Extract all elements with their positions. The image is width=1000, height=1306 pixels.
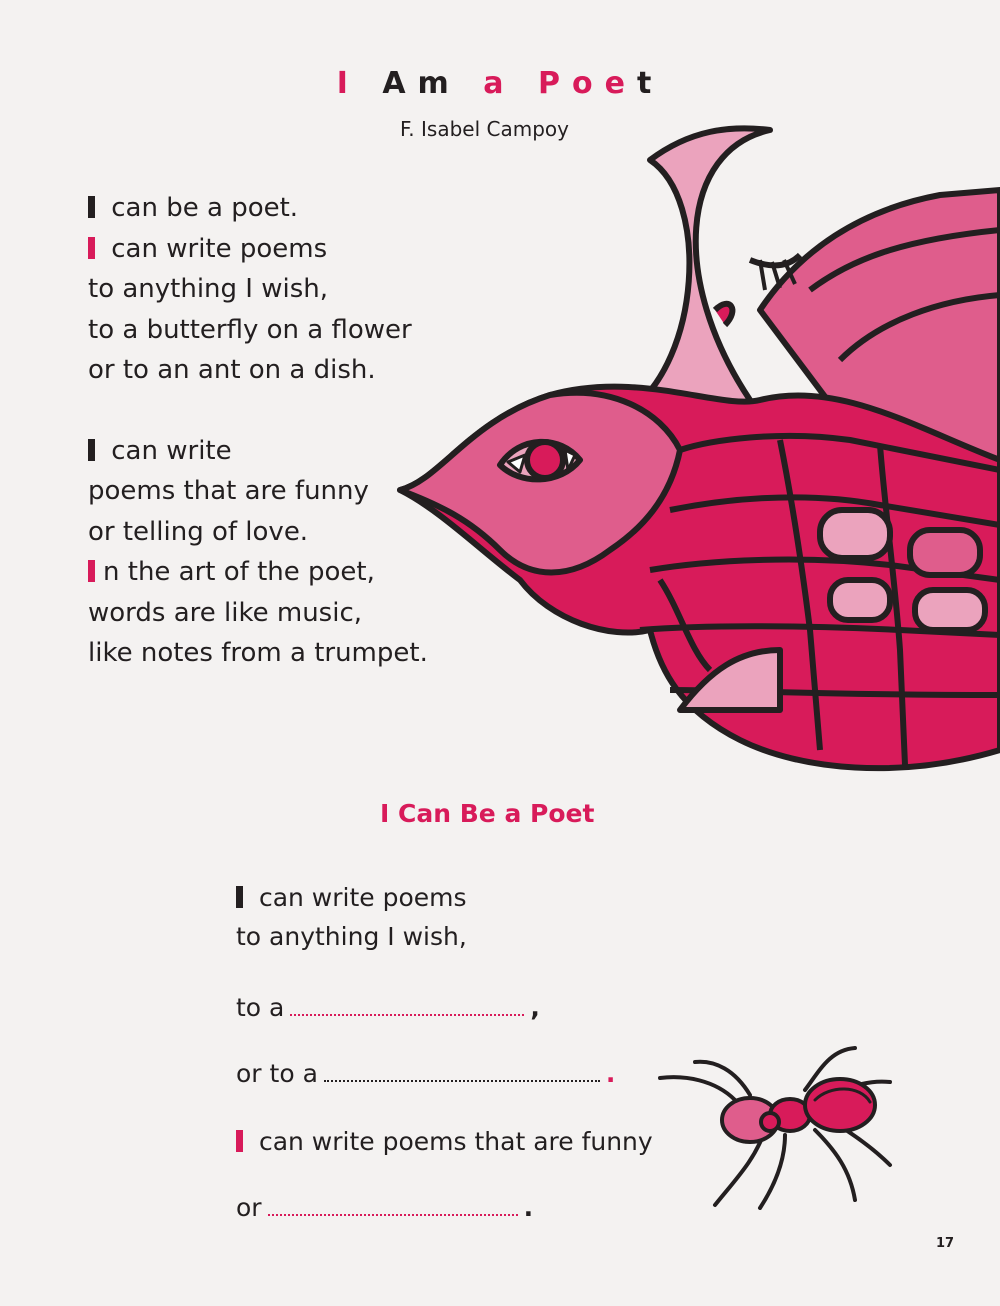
poem-line: or telling of love. — [88, 516, 309, 547]
activity-line-text: can write poems that are funny — [251, 1127, 653, 1156]
bird-with-moon-illustration — [380, 110, 1000, 780]
activity-line — [236, 1054, 615, 1093]
title-word-i: I — [336, 66, 360, 101]
activity-line — [236, 1122, 653, 1161]
poem-line-text: can write — [103, 435, 232, 466]
ant-illustration — [655, 1040, 895, 1210]
initial-bar-marker — [88, 560, 95, 582]
activity-line-text: or to a — [236, 1059, 318, 1088]
initial-bar-marker — [236, 886, 243, 908]
title-word-a: a — [483, 66, 516, 101]
poem-line-text: can be a poet. — [103, 193, 299, 223]
poem-line: poems that are funny — [88, 476, 369, 506]
poem-line-text: can write poems — [103, 233, 328, 264]
page-number: 17 — [936, 1236, 955, 1251]
poem-line: to anything I wish, — [88, 274, 329, 304]
title-word-am: Am — [382, 66, 461, 101]
poem-line: or to an ant on a dish. — [88, 355, 376, 385]
activity-line: to anything I wish, — [236, 922, 467, 951]
activity-heading: I Can Be a Poet — [380, 799, 595, 828]
title-word-poet — [538, 66, 663, 101]
blank-line-1[interactable] — [290, 1013, 524, 1016]
activity-line — [236, 988, 540, 1027]
activity-line-text: to a — [236, 993, 285, 1022]
initial-bar-marker — [88, 196, 95, 218]
initial-bar-marker — [88, 237, 95, 259]
poem-line: words are like music, — [88, 597, 363, 628]
blank-line-3[interactable] — [268, 1213, 518, 1216]
page-title — [0, 66, 1000, 101]
blank-line-2[interactable] — [324, 1079, 600, 1082]
period-punctuation: . — [523, 1193, 534, 1222]
activity-line — [236, 878, 467, 917]
poem-line-text: n the art of the poet, — [103, 557, 375, 587]
activity-line-text: can write poems — [251, 883, 467, 912]
title-word-poet-end: t — [636, 66, 664, 101]
poem-line: to a butterfly on a flower — [88, 314, 412, 345]
title-word-poet-start: Poe — [537, 66, 637, 101]
author-name: F. Isabel Campoy — [400, 117, 569, 141]
activity-line — [236, 1188, 533, 1227]
poem-line: like notes from a trumpet. — [88, 638, 428, 668]
activity-line-text: or — [236, 1193, 262, 1222]
initial-bar-marker — [236, 1130, 243, 1152]
initial-bar-marker — [88, 439, 95, 461]
comma-punctuation: , — [530, 993, 540, 1022]
period-punctuation: . — [605, 1059, 616, 1088]
